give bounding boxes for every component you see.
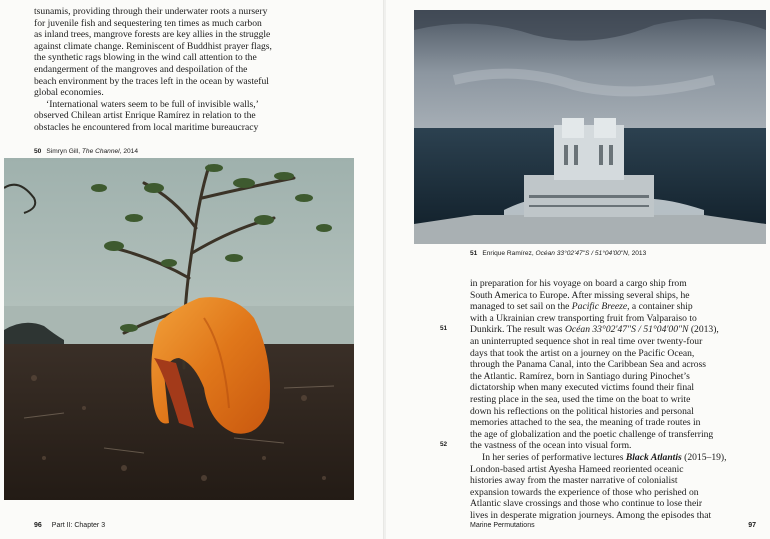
text-line: Dunkirk. The result was bbox=[470, 324, 563, 336]
text-line: South America to Europe. After missing several ships, he bbox=[470, 289, 690, 301]
page-number: 97 bbox=[748, 522, 756, 529]
right-folio-page bbox=[748, 522, 756, 529]
right-body-text bbox=[470, 278, 766, 521]
work-year: (2013), bbox=[688, 324, 719, 336]
text-line: down his reflections on the political histories and personal bbox=[470, 405, 694, 417]
caption-year: , 2014 bbox=[119, 148, 138, 155]
right-folio-section: Marine Permutations bbox=[470, 522, 535, 529]
text-line: with a Ukrainian crew transporting fruit from Valparaiso to bbox=[470, 312, 697, 324]
caption-artist: Enrique Ramírez, bbox=[482, 250, 534, 257]
text-line: global economies. bbox=[34, 87, 104, 99]
figure-caption-50 bbox=[34, 148, 138, 155]
figure-number: 50 bbox=[34, 148, 42, 155]
left-body-text bbox=[34, 6, 364, 134]
mangrove-photo-image bbox=[4, 158, 354, 500]
running-head: Part II: Chapter 3 bbox=[51, 522, 106, 529]
text-line: for juvenile fish and sequestering ten times as much carbon bbox=[34, 17, 262, 29]
caption-title: Océan 33°02'47"S / 51°04'00"N bbox=[535, 250, 628, 257]
text-line: against climate change. Reminiscent of Buddhist prayer flags, bbox=[34, 40, 272, 52]
left-folio bbox=[34, 522, 105, 529]
caption-year: , 2013 bbox=[627, 250, 647, 257]
text-line: as inland trees, mangrove forests are key allies in the struggle bbox=[34, 29, 271, 41]
ship-photo bbox=[414, 10, 766, 244]
text-line: the age of globalization and the poetic challenge of transferring bbox=[470, 428, 714, 440]
figure-number: 51 bbox=[470, 250, 478, 257]
text-line: obstacles he encountered from local maritime bureaucracy bbox=[34, 121, 259, 133]
text-line: lives in desperate migration journeys. Among the episodes that bbox=[470, 509, 712, 521]
page-number: 96 bbox=[34, 522, 42, 529]
caption-artist: Simryn Gill, bbox=[46, 148, 81, 155]
work-title: Océan 33°02'47"S / 51°04'00"N bbox=[564, 324, 689, 336]
text-line: , a container ship bbox=[627, 301, 693, 313]
left-paragraph-2 bbox=[34, 99, 364, 134]
figure-caption-51 bbox=[470, 250, 646, 257]
text-line: the Atlantic. Ramírez, born in Santiago during Pinochet’s bbox=[470, 370, 690, 382]
ship-photo-image bbox=[414, 10, 766, 244]
text-line: through the Panama Canal, into the Caribbean Sea and across bbox=[470, 359, 707, 371]
right-paragraph-1 bbox=[470, 278, 766, 452]
marginal-number-52: 52 bbox=[440, 441, 448, 448]
right-paragraph-2 bbox=[470, 452, 766, 522]
lecture-title: Black Atlantis bbox=[625, 451, 682, 463]
text-line: histories away from the master narrative of colonialist bbox=[470, 475, 678, 487]
mangrove-photo bbox=[4, 158, 354, 500]
left-paragraph-1 bbox=[34, 6, 364, 99]
text-line: an uninterrupted sequence shot in real time over twenty-four bbox=[470, 335, 703, 347]
text-line: resting place in the sea, used the time on the boat to write bbox=[470, 393, 691, 405]
text-line: beach environment by the traces left in the ocean by wasteful bbox=[34, 75, 269, 87]
text-line: ‘International waters seem to be full of invisible walls,’ bbox=[46, 98, 259, 110]
caption-title: The Channel bbox=[81, 148, 120, 155]
text-line: days that took the artist on a journey on the Pacific Ocean, bbox=[470, 347, 695, 359]
text-line: expansion towards the experience of those who perished on bbox=[470, 486, 699, 498]
text-line: Atlantic slave crossings and those who continue to lose their bbox=[470, 498, 703, 510]
text-line: London-based artist Ayesha Hameed reoriented oceanic bbox=[470, 463, 684, 475]
text-line: endangerment of the mangroves and despoilation of the bbox=[34, 63, 248, 75]
left-page bbox=[0, 0, 384, 539]
text-line: the vastness of the ocean into visual form. bbox=[470, 440, 632, 452]
text-line: In her series of performative lectures bbox=[482, 451, 624, 463]
text-line: dictatorship when many executed victims found their final bbox=[470, 382, 695, 394]
right-page bbox=[386, 0, 770, 539]
text-line: tsunamis, providing through their underwater roots a nursery bbox=[34, 6, 268, 17]
text-line: observed Chilean artist Enrique Ramírez in relation to the bbox=[34, 110, 256, 122]
text-line: the synthetic rags blowing in the wind call attention to the bbox=[34, 52, 257, 64]
text-line: in preparation for his voyage on board a cargo ship from bbox=[470, 278, 687, 289]
text-line: memories attached to the sea, the meaning of trade routes in bbox=[470, 417, 701, 429]
lecture-year: (2015–19), bbox=[681, 451, 727, 463]
text-line: managed to set sail on the bbox=[470, 301, 570, 313]
marginal-number-51: 51 bbox=[440, 325, 448, 332]
ship-name: Pacific Breeze bbox=[571, 301, 628, 313]
